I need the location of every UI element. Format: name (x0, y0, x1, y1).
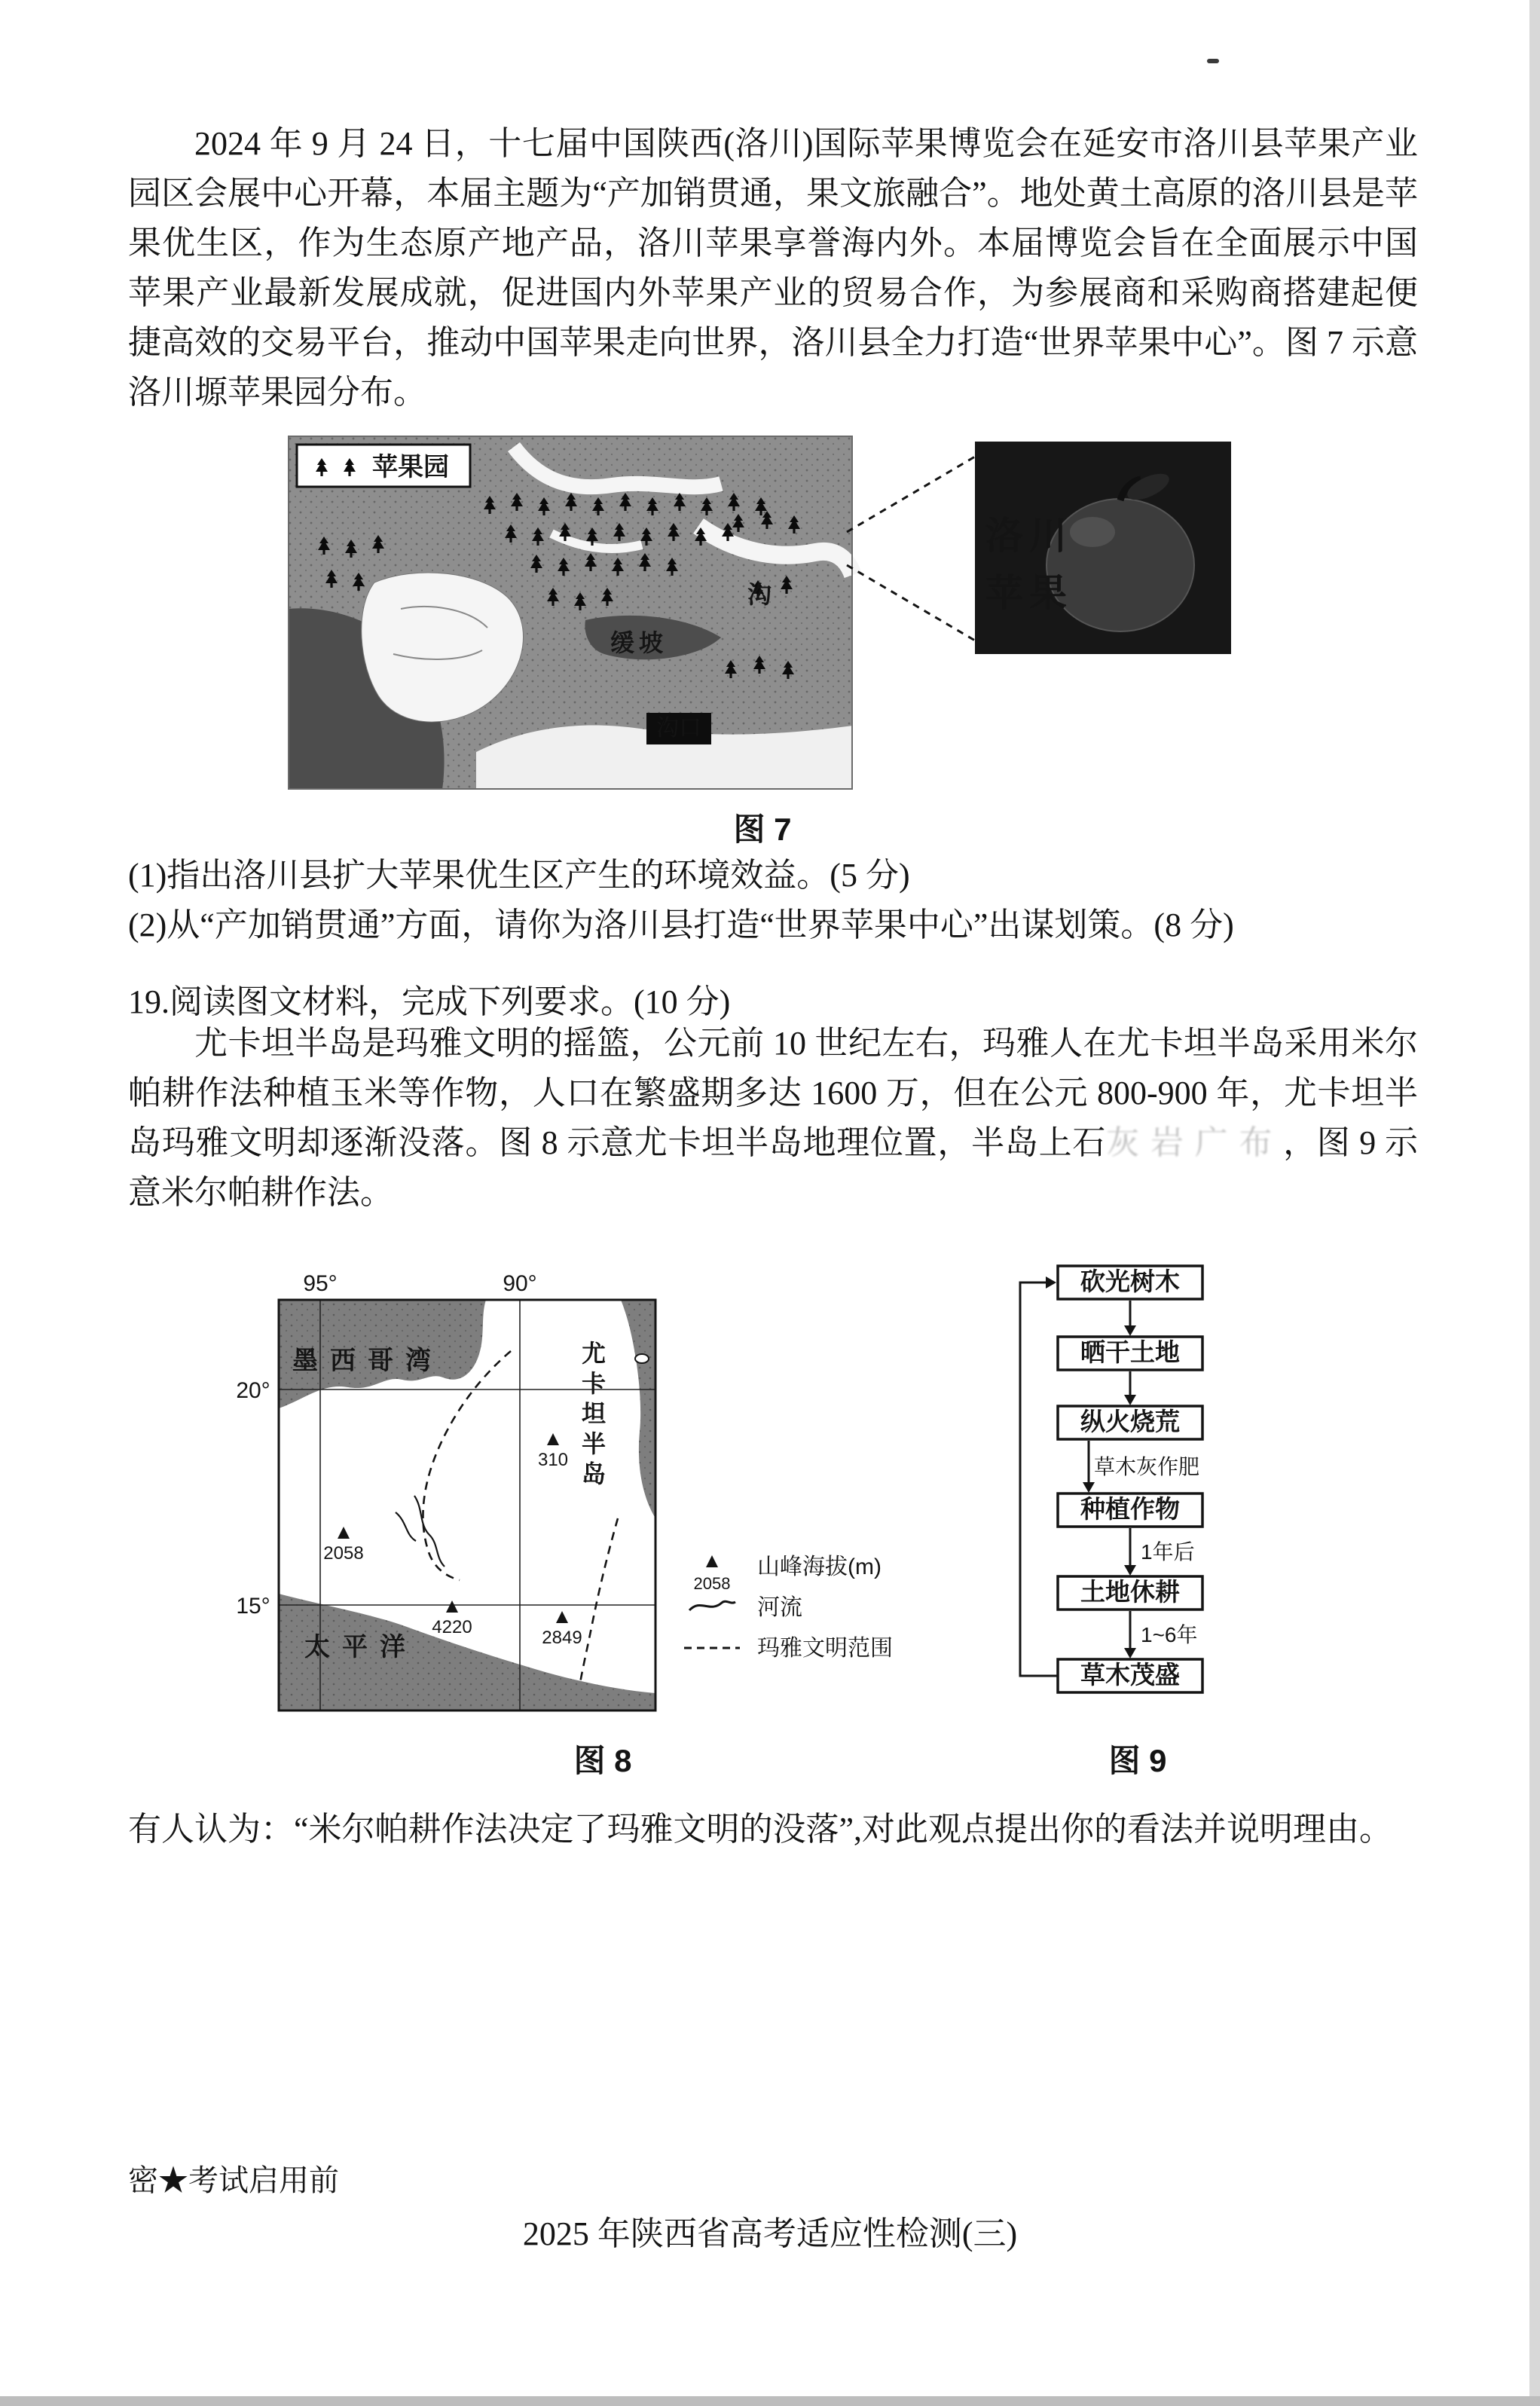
legend-peak-label: 山峰海拔(m) (757, 1555, 882, 1579)
sea-label-pacific: 太平洋 (304, 1633, 417, 1662)
q19-intro-part2: ，图 9 示意米尔帕耕作法。 (128, 1124, 1419, 1211)
q19-intro-part1: 尤卡坦半岛是玛雅文明的摇篮，公元前 10 世纪左右，玛雅人在尤卡坦半岛采用米尔帕耕作法种植玉米等作物，人口在繁盛期多达 1600 万，但在公元 800-900 年，尤卡坦半岛玛雅文明却逐渐没落。图 8 示意尤卡坦半岛地理位置，半岛上石 (128, 1025, 1418, 1161)
label-ash-fertilizer: 草木灰作肥 (1093, 1455, 1200, 1478)
island-icon (635, 1354, 649, 1363)
fig7-label-gully-mouth: 沟口 (656, 716, 701, 741)
figure7-caption: 图 7 (733, 812, 792, 847)
peninsula-char: 坦 (581, 1400, 607, 1427)
scan-edge-right (1529, 0, 1540, 2406)
q18-sub2: (2)从“产加销贯通”方面，请你为洛川县打造“世界苹果中心”出谋划策。(8 分) (128, 906, 1234, 943)
fig7-apple-photo (975, 442, 1231, 654)
q18-intro-paragraph: 2024 年 9 月 24 日，十七届中国陕西(洛川)国际苹果博览会在延安市洛川县苹果产业园区会展中心开幕，本届主题为“产加销贯通，果文旅融合”。地处黄土高原的洛川县是苹果优生区，作为生态原产地产品，洛川苹果享誉海内外。本届博览会旨在全面展示中国苹果产业最新发展成就，促进国内外苹果产业的贸易合作，为参展商和采购商搭建起便捷高效的交易平台，推动中国苹果走向世界，洛川县全力打造“世界苹果中心”。图 7 示意洛川塬苹果园分布。 (128, 125, 1418, 411)
photo-text-line1: 洛川 (985, 515, 1073, 557)
peak-310: 310 (537, 1450, 569, 1470)
figure9-caption: 图 9 (1108, 1743, 1167, 1778)
fig7-legend-label: 苹果园 (372, 453, 449, 482)
lat-15-label: 15° (236, 1594, 270, 1619)
q19-intro-faded-text: 灰岩广布 (1106, 1124, 1284, 1161)
fig7-label-gentle-slope: 缓坡 (610, 629, 668, 656)
peninsula-char: 岛 (581, 1460, 607, 1487)
lat-20-label: 20° (236, 1378, 270, 1403)
step-burn: 纵火烧荒 (1080, 1408, 1180, 1435)
peak-4220: 4220 (432, 1617, 472, 1637)
step-regrow: 草木茂盛 (1080, 1661, 1180, 1689)
peninsula-char: 尤 (581, 1340, 607, 1367)
footer-exam-title: 2025 年陕西省高考适应性检测(三) (522, 2215, 1018, 2252)
scan-edge-bottom (0, 2396, 1540, 2406)
q18-sub1: (1)指出洛川县扩大苹果优生区产生的环境效益。(5 分) (128, 857, 910, 894)
figure8-caption: 图 8 (573, 1743, 632, 1778)
fig7-label-gully-mouth-box (646, 713, 711, 744)
fig7-label-gully: 沟 (747, 581, 772, 608)
figure7-illustration (288, 436, 1237, 796)
legend-river-icon (689, 1601, 735, 1610)
step-dry-land: 晒干土地 (1080, 1338, 1180, 1366)
legend-river-label: 河流 (757, 1595, 802, 1620)
legend-peak-icon (706, 1555, 718, 1567)
flowchart-arrow-labels (1094, 1455, 1199, 1646)
fig7-legend (297, 445, 470, 487)
peak-2849: 2849 (542, 1628, 582, 1648)
peninsula-label (582, 1340, 606, 1487)
q19-heading: 19.阅读图文材料，完成下列要求。(10 分) (128, 983, 731, 1020)
step-cut-trees: 砍光树木 (1080, 1267, 1180, 1295)
figure9-flowchart (1002, 1258, 1273, 1710)
fig7-connector-lines (847, 457, 975, 640)
fig7-orchard-map (288, 436, 853, 790)
scan-mark (1207, 59, 1219, 63)
fig8-map-body (236, 1271, 655, 1710)
photo-text-line2: 苹果 (985, 572, 1073, 614)
q19-intro-paragraph (128, 1019, 1418, 1218)
step-fallow: 土地休耕 (1080, 1578, 1180, 1606)
step-plant: 种植作物 (1080, 1495, 1180, 1523)
peninsula-char: 半 (581, 1430, 607, 1457)
peak-2058: 2058 (323, 1543, 364, 1564)
fig8-legend (684, 1555, 893, 1661)
lon-95-label: 95° (303, 1271, 338, 1296)
sea-label-gulf: 墨西哥湾 (292, 1347, 443, 1375)
lon-90-label: 90° (503, 1271, 537, 1296)
label-one-year-later: 1年后 (1141, 1540, 1195, 1564)
peninsula-char: 卡 (581, 1370, 607, 1397)
legend-maya-label: 玛雅文明范围 (757, 1636, 893, 1661)
q19-closing-statement: 有人认为：“米尔帕耕作法决定了玛雅文明的没落”,对此观点提出你的看法并说明理由。 (128, 1811, 1393, 1848)
figure8-map (226, 1270, 979, 1722)
label-1-6-years: 1~6年 (1141, 1623, 1198, 1646)
footer-secrecy-note: 密★考试启用前 (128, 2163, 339, 2197)
legend-peak-value: 2058 (693, 1574, 731, 1593)
